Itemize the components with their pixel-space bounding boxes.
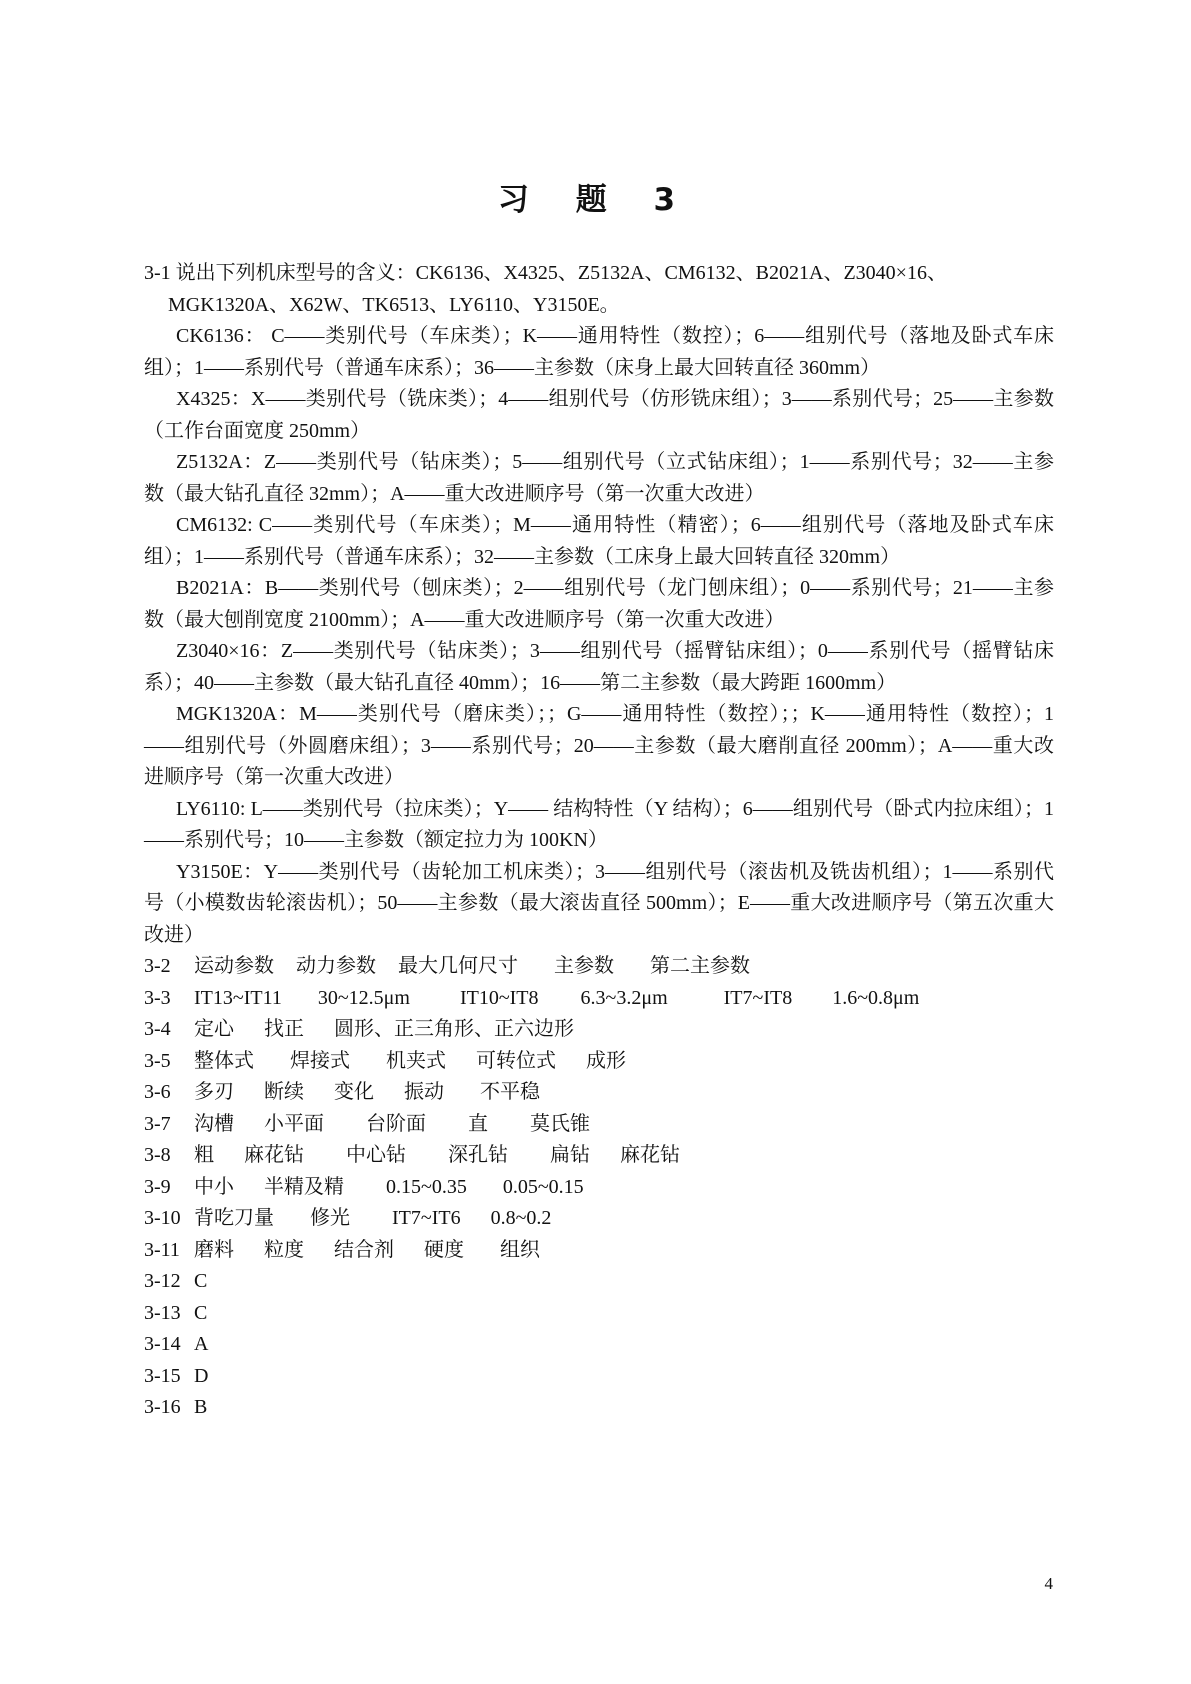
answer-item: 粗 (194, 1144, 214, 1166)
model-detail-mgk1320a: MGK1320A：M——类别代号（磨床类）；；G——通用特性（数控）；；K——通用特性（数控）；1——组别代号（外圆磨床组）；3——系别代号；20——主参数（最大磨削直径 200mm）；A——重大改进顺序号（第一次重大改进） (144, 703, 1054, 788)
answer-row (144, 1172, 1054, 1204)
answer-number: 3-3 (144, 986, 171, 1009)
answer-item: IT7~IT8 (723, 986, 793, 1009)
answer-row (144, 1329, 1054, 1361)
answer-item: A (194, 1333, 209, 1355)
answer-row (144, 1235, 1054, 1267)
answer-item: 30~12.5μm (317, 986, 410, 1009)
answer-row (144, 1266, 1054, 1298)
answer-item: B (194, 1396, 208, 1418)
answer-item: 断续 (264, 1081, 304, 1103)
answer-row (144, 1046, 1054, 1078)
answer-item: 硬度 (424, 1238, 464, 1261)
answer-item: 0.05~0.15 (502, 1175, 584, 1198)
answer-number: 3-10 (144, 1207, 181, 1229)
answer-item: 莫氏锥 (530, 1112, 590, 1135)
answer-number: 3-14 (144, 1333, 181, 1355)
answer-number: 3-7 (144, 1112, 171, 1135)
answer-item: IT13~IT11 (194, 986, 282, 1009)
model-detail-z5132a: Z5132A：Z——类别代号（钻床类）；5——组别代号（立式钻床组）；1——系别代号；32——主参数（最大钻孔直径 32mm）；A——重大改进顺序号（第一次重大改进） (144, 451, 1054, 505)
answer-item: C (194, 1270, 208, 1292)
answer-item: 可转位式 (476, 1049, 556, 1072)
answer-row (144, 983, 1054, 1015)
answer-row (144, 1392, 1054, 1424)
answer-item: 多刃 (194, 1081, 234, 1103)
answer-item: 找正 (264, 1018, 304, 1040)
answer-number: 3-8 (144, 1144, 171, 1166)
answer-item: 振动 (404, 1081, 444, 1103)
answer-item: 小平面 (264, 1112, 324, 1135)
answer-number: 3-16 (144, 1396, 181, 1418)
model-detail-cm6132: CM6132: C——类别代号（车床类）；M——通用特性（精密）；6——组别代号（落地及卧式车床组）；1——系别代号（普通车床系）；32——主参数（工床身上最大回转直径 320mm） (144, 514, 1054, 568)
answer-item: 成形 (586, 1049, 626, 1072)
answer-item: 组织 (500, 1238, 540, 1261)
model-detail-ck6136: CK6136： C——类别代号（车床类）；K——通用特性（数控）；6——组别代号（落地及卧式车床组）；1——系别代号（普通车床系）；36——主参数（床身上最大回转直径 360mm） (144, 325, 1054, 379)
answer-item: 第二主参数 (650, 955, 750, 977)
page-title: 习 题 3 (497, 182, 694, 218)
answer-row (144, 1298, 1054, 1330)
model-detail-x4325: X4325：X——类别代号（铣床类）；4——组别代号（仿形铣床组）；3——系别代号；25——主参数（工作台面宽度 250mm） (144, 388, 1054, 442)
answer-item: 定心 (194, 1018, 234, 1040)
answer-item: 整体式 (194, 1049, 254, 1072)
answer-item: 最大几何尺寸 (398, 955, 518, 977)
answer-item: 背吃刀量 (194, 1207, 274, 1229)
answer-item: IT10~IT8 (459, 986, 539, 1009)
model-detail-b2021a: B2021A：B——类别代号（刨床类）；2——组别代号（龙门刨床组）；0——系别代号；21——主参数（最大刨削宽度 2100mm）；A——重大改进顺序号（第一次重大改进） (144, 577, 1054, 631)
answer-number: 3-13 (144, 1301, 181, 1324)
answer-number: 3-11 (144, 1238, 180, 1261)
answer-row (144, 1361, 1054, 1393)
answer-item: 麻花钻 (244, 1144, 304, 1166)
answer-row (144, 1077, 1054, 1109)
answer-row (144, 1014, 1054, 1046)
answer-number: 3-6 (144, 1081, 171, 1103)
answer-item: 中小 (194, 1175, 234, 1198)
answer-row (144, 1109, 1054, 1141)
question-3-1: 3-1 说出下列机床型号的含义：CK6136、X4325、Z5132A、CM6132、B2021A、Z3040×16、MGK1320A、X62W、TK6513、LY6110、Y3150E。 (144, 262, 947, 316)
model-detail-z3040x16: Z3040×16：Z——类别代号（钻床类）；3——组别代号（摇臂钻床组）；0——系别代号（摇臂钻床系）；40——主参数（最大钻孔直径 40mm）；16——第二主参数（最大跨距 1600mm） (144, 640, 1054, 694)
answer-row (144, 951, 1054, 983)
answer-item: 直 (468, 1112, 488, 1135)
answer-item: D (194, 1364, 209, 1387)
answer-item: 中心钻 (346, 1144, 406, 1166)
answer-item: 沟槽 (194, 1112, 234, 1135)
answer-item: 不平稳 (480, 1081, 540, 1103)
answer-item: 圆形、正三角形、正六边形 (334, 1018, 574, 1040)
answer-item: 深孔钻 (448, 1144, 508, 1166)
answer-item: 磨料 (194, 1238, 234, 1261)
answer-number: 3-15 (144, 1364, 181, 1387)
answer-list (144, 951, 1054, 1424)
answer-row (144, 1140, 1054, 1172)
answer-item: 运动参数 (194, 955, 274, 977)
answer-item: 1.6~0.8μm (832, 986, 920, 1009)
answer-row (144, 1203, 1054, 1235)
answer-item: 动力参数 (296, 955, 376, 977)
model-detail-ly6110: LY6110: L——类别代号（拉床类）；Y—— 结构特性（Y 结构）；6——组别代号（卧式内拉床组）；1——系别代号；10——主参数（额定拉力为 100KN） (144, 797, 1054, 851)
answer-item: 0.8~0.2 (490, 1207, 552, 1229)
answer-item: 台阶面 (366, 1112, 426, 1135)
answer-number: 3-9 (144, 1175, 171, 1198)
answer-number: 3-2 (144, 955, 171, 977)
answer-item: 主参数 (554, 955, 614, 977)
answer-number: 3-5 (144, 1049, 171, 1072)
answer-item: 结合剂 (334, 1238, 394, 1261)
model-detail-y3150e: Y3150E：Y——类别代号（齿轮加工机床类）；3——组别代号（滚齿机及铣齿机组）；1——系别代号（小模数齿轮滚齿机）；50——主参数（最大滚齿直径 500mm）；E——重大改进顺序号（第五次重大改进） (144, 860, 1054, 946)
answer-item: 焊接式 (290, 1049, 350, 1072)
answer-number: 3-4 (144, 1018, 171, 1040)
answer-item: 粒度 (264, 1238, 304, 1261)
answer-item: 6.3~3.2μm (580, 986, 668, 1009)
answer-item: 变化 (334, 1081, 374, 1103)
answer-item: 修光 (310, 1207, 350, 1229)
page-number: 4 (1044, 1574, 1053, 1593)
answer-item: 扁钻 (550, 1144, 590, 1166)
answer-item: 半精及精 (264, 1175, 344, 1198)
answer-number: 3-12 (144, 1270, 181, 1292)
answer-item: 麻花钻 (620, 1144, 680, 1166)
answer-item: 机夹式 (386, 1049, 446, 1072)
answer-item: 0.15~0.35 (386, 1175, 467, 1198)
answer-item: IT7~IT6 (392, 1207, 461, 1229)
exercise-content (144, 258, 1054, 1424)
answer-item: C (194, 1301, 208, 1324)
